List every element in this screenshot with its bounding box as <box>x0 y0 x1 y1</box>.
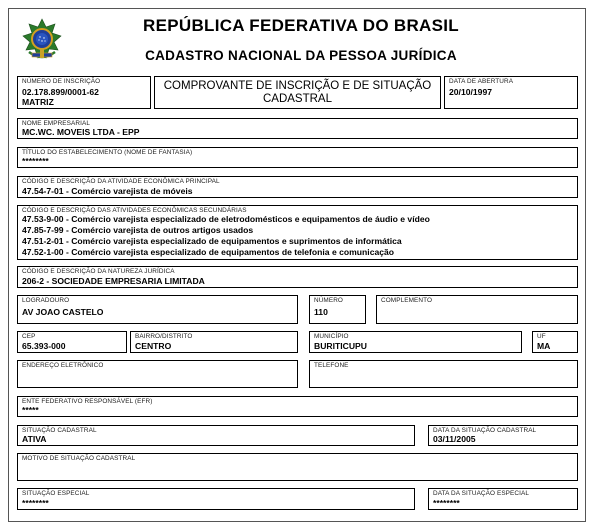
motivo-label: MOTIVO DE SITUAÇÃO CADASTRAL <box>22 455 136 462</box>
inscricao-numero: 02.178.899/0001-62 <box>22 87 99 97</box>
logradouro-value: AV JOAO CASTELO <box>22 307 104 317</box>
atividade-principal-box <box>17 176 578 198</box>
logradouro-box <box>17 295 298 324</box>
municipio-value: BURITICUPU <box>314 341 367 351</box>
atividade-principal-label: CÓDIGO E DESCRIÇÃO DA ATIVIDADE ECONÔMICA PRINCIPAL <box>22 178 220 185</box>
atividades-secundarias-box <box>17 205 578 260</box>
bairro-label: BAIRRO/DISTRITO <box>135 333 193 340</box>
header-title: REPÚBLICA FEDERATIVA DO BRASIL <box>143 16 459 35</box>
email-label: ENDEREÇO ELETRÔNICO <box>22 362 104 369</box>
cep-label: CEP <box>22 333 36 340</box>
natureza-value: 206-2 - SOCIEDADE EMPRESARIA LIMITADA <box>22 276 205 286</box>
atividades-secundarias-label: CÓDIGO E DESCRIÇÃO DAS ATIVIDADES ECONÔMICAS SECUNDÁRIAS <box>22 207 247 214</box>
situacao-especial-label: SITUAÇÃO ESPECIAL <box>22 490 90 497</box>
telefone-box <box>309 360 578 388</box>
situacao-value: ATIVA <box>22 434 47 444</box>
uf-box <box>532 331 578 353</box>
efr-box <box>17 396 578 417</box>
natureza-box <box>17 266 578 288</box>
data-especial-value: ******** <box>433 498 460 508</box>
data-situacao-label: DATA DA SITUAÇÃO CADASTRAL <box>433 427 537 434</box>
atividade-secundaria-item: 47.85-7-99 - Comércio varejista de outros artigos usados <box>22 225 254 235</box>
data-situacao-value: 03/11/2005 <box>433 434 476 444</box>
header-subtitle: CADASTRO NACIONAL DA PESSOA JURÍDICA <box>145 48 457 63</box>
fantasia-value: ******** <box>22 156 49 166</box>
inscricao-label: NÚMERO DE INSCRIÇÃO <box>22 78 101 85</box>
uf-value: MA <box>537 341 551 351</box>
comprovante-box <box>154 76 441 109</box>
fantasia-box <box>17 147 578 168</box>
atividade-secundaria-item: 47.53-9-00 - Comércio varejista especializado de eletrodomésticos e equipamentos de áudio e vídeo <box>22 214 430 224</box>
complemento-box <box>376 295 578 324</box>
logradouro-label: LOGRADOURO <box>22 297 70 304</box>
comprovante-title-line2: CADASTRAL <box>262 93 333 105</box>
natureza-label: CÓDIGO E DESCRIÇÃO DA NATUREZA JURÍDICA <box>22 268 175 275</box>
situacao-box <box>17 425 415 446</box>
cep-value: 65.393-000 <box>22 341 66 351</box>
efr-value: ***** <box>22 405 39 415</box>
data-especial-box <box>428 488 578 510</box>
abertura-value: 20/10/1997 <box>449 87 493 97</box>
municipio-label: MUNICÍPIO <box>314 333 349 340</box>
uf-label: UF <box>537 333 546 340</box>
atividade-principal-value: 47.54-7-01 - Comércio varejista de móveis <box>22 186 193 196</box>
motivo-box <box>17 453 578 481</box>
bairro-value: CENTRO <box>135 341 172 351</box>
bairro-box <box>130 331 298 353</box>
abertura-label: DATA DE ABERTURA <box>449 78 514 85</box>
data-especial-label: DATA DA SITUAÇÃO ESPECIAL <box>433 490 530 497</box>
data-situacao-box <box>428 425 578 446</box>
inscricao-box <box>17 76 151 109</box>
municipio-box <box>309 331 522 353</box>
cep-box <box>17 331 127 353</box>
abertura-box <box>444 76 578 109</box>
atividade-secundaria-item: 47.51-2-01 - Comércio varejista especializado de equipamentos e suprimentos de informática <box>22 236 402 246</box>
complemento-label: COMPLEMENTO <box>381 297 433 304</box>
nome-empresarial-label: NOME EMPRESARIAL <box>22 120 91 127</box>
nome-empresarial-box <box>17 118 578 139</box>
situacao-label: SITUAÇÃO CADASTRAL <box>22 427 97 434</box>
comprovante-title-line1: COMPROVANTE DE INSCRIÇÃO E DE SITUAÇÃO <box>163 80 432 92</box>
situacao-especial-box <box>17 488 415 510</box>
nome-empresarial-value: MC.WC. MOVEIS LTDA - EPP <box>22 127 140 137</box>
numero-label: NÚMERO <box>314 297 344 304</box>
situacao-especial-value: ******** <box>22 498 49 508</box>
atividade-secundaria-item: 47.52-1-00 - Comércio varejista especializado de equipamentos de telefonia e comunicação <box>22 247 395 257</box>
inscricao-tipo: MATRIZ <box>22 97 54 107</box>
numero-box <box>309 295 366 324</box>
email-box <box>17 360 298 388</box>
efr-label: ENTE FEDERATIVO RESPONSÁVEL (EFR) <box>22 398 153 405</box>
numero-value: 110 <box>314 307 328 317</box>
telefone-label: TELEFONE <box>314 362 349 369</box>
fantasia-label: TÍTULO DO ESTABELECIMENTO (NOME DE FANTASIA) <box>22 149 193 156</box>
